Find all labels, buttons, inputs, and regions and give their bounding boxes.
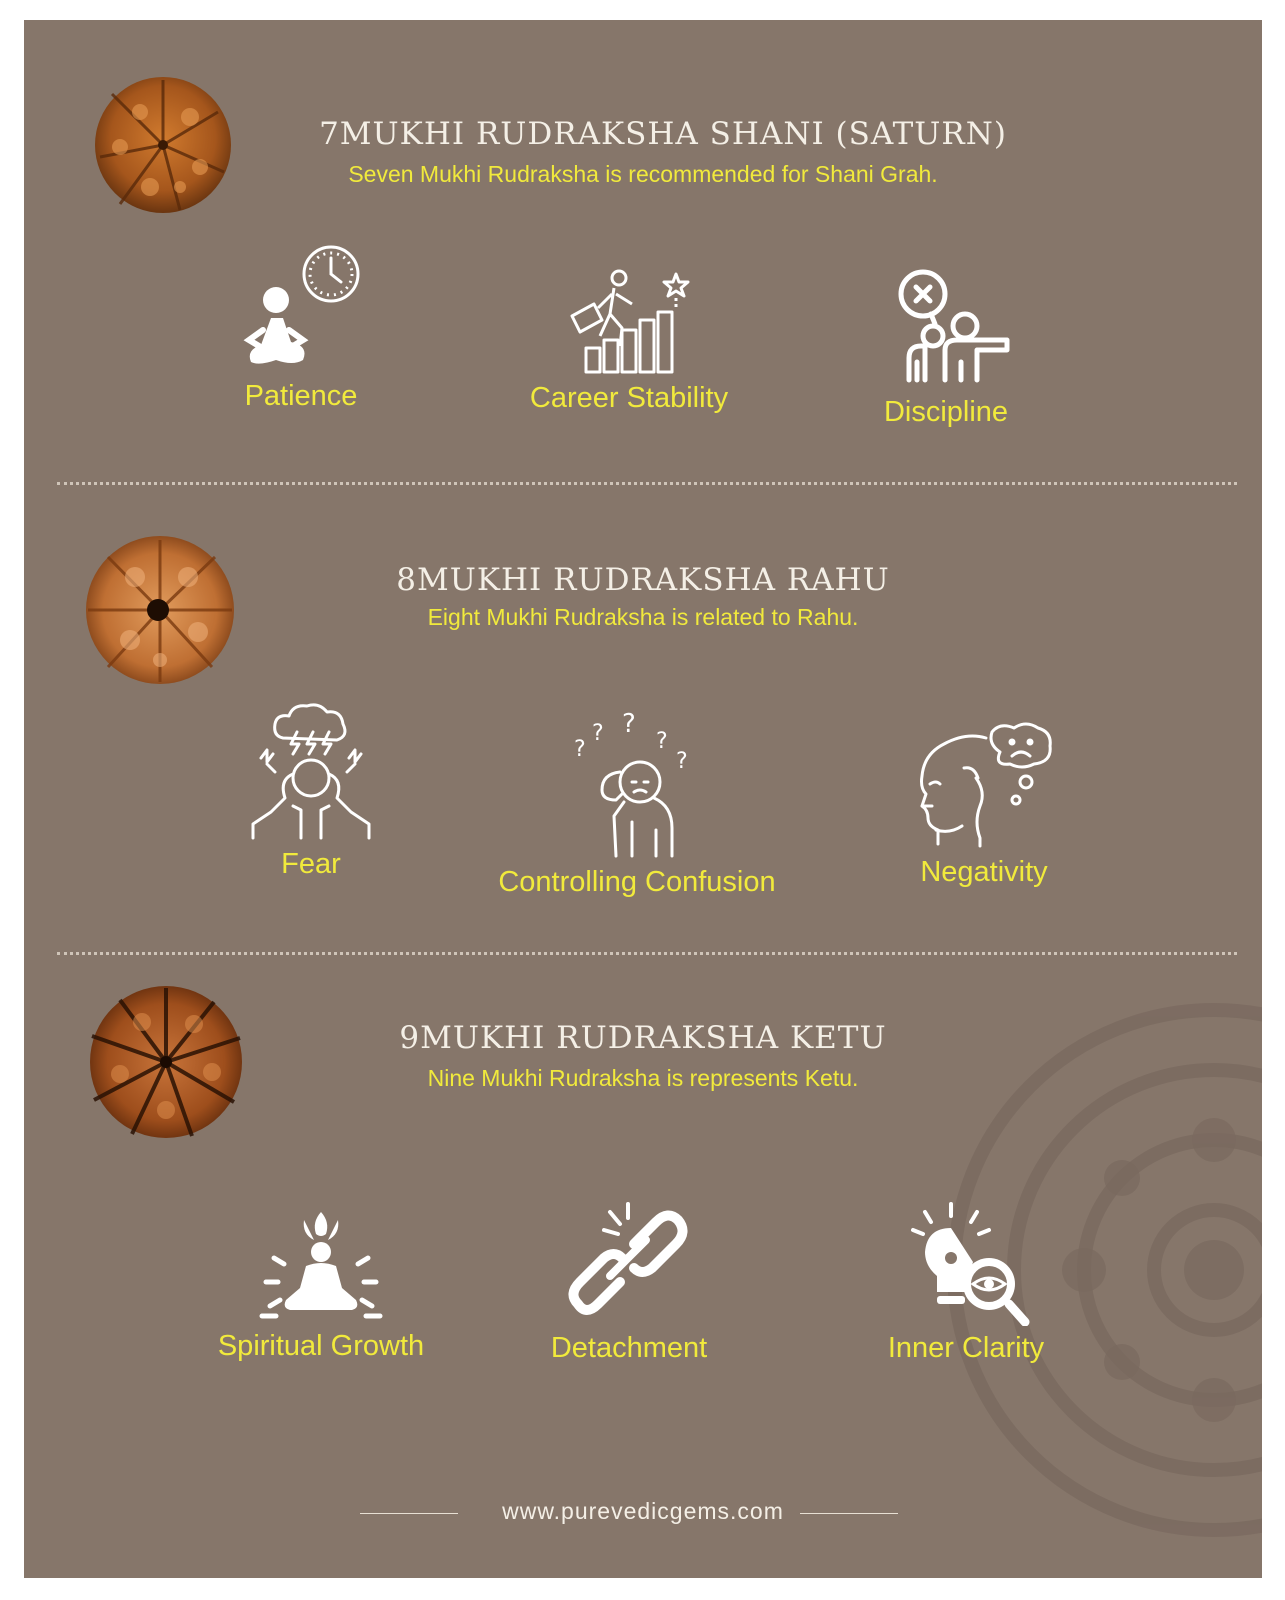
section-7-subtitle: Seven Mukhi Rudraksha is recommended for Shani Grah.: [348, 161, 938, 187]
section-9-title: 9MUKHI RUDRAKSHA KETU: [399, 1020, 887, 1056]
feature-label: Fear: [281, 848, 341, 880]
section-7-title: 7MUKHI RUDRAKSHA SHANI (SATURN): [319, 116, 1007, 152]
sad-thought-icon: [914, 722, 1054, 850]
svg-text:?: ?: [676, 749, 688, 774]
feature-negativity: [834, 722, 1134, 889]
career-growth-icon: [564, 268, 694, 376]
feature-detachment: [479, 1200, 779, 1365]
feature-inner-clarity: [816, 1200, 1116, 1365]
svg-text:?: ?: [592, 721, 604, 746]
confused-person-icon: [572, 710, 702, 860]
svg-text:?: ?: [622, 710, 636, 739]
feature-spiritual-growth: [171, 1208, 471, 1363]
section-9-subtitle: Nine Mukhi Rudraksha is represents Ketu.: [427, 1065, 859, 1091]
feature-label: Negativity: [920, 856, 1048, 888]
lotus-meditation-icon: [256, 1208, 386, 1324]
feature-controlling-confusion: [487, 710, 787, 899]
feature-patience: [151, 242, 451, 413]
meditation-clock-icon: [231, 242, 371, 374]
feature-label: Spiritual Growth: [217, 1330, 425, 1362]
section-divider-2: [57, 952, 1237, 955]
footer-url[interactable]: www.purevedicgems.com: [502, 1498, 784, 1524]
feature-label: Patience: [244, 380, 358, 412]
feature-discipline: [796, 266, 1096, 429]
bulb-eye-magnifier-icon: [891, 1200, 1041, 1326]
feature-label: Detachment: [550, 1332, 708, 1364]
feature-career-stability: [479, 268, 779, 415]
feature-label: Discipline: [883, 396, 1009, 428]
fear-storm-head-icon: [249, 700, 373, 842]
rudraksha-bead-9-image: [82, 982, 252, 1144]
feature-label: Career Stability: [529, 382, 729, 414]
section-8-title: 8MUKHI RUDRAKSHA RAHU: [396, 562, 890, 598]
infographic-panel: [24, 20, 1262, 1578]
discipline-people-icon: [881, 266, 1011, 390]
feature-fear: [161, 700, 461, 881]
svg-text:?: ?: [656, 729, 668, 754]
svg-text:?: ?: [574, 737, 586, 762]
feature-label: Controlling Confusion: [498, 866, 776, 898]
feature-label: Inner Clarity: [887, 1332, 1045, 1364]
broken-chain-icon: [564, 1200, 694, 1326]
footer-line-right: [800, 1513, 898, 1514]
section-8-subtitle: Eight Mukhi Rudraksha is related to Rahu.: [427, 604, 859, 630]
section-divider-1: [57, 482, 1237, 485]
